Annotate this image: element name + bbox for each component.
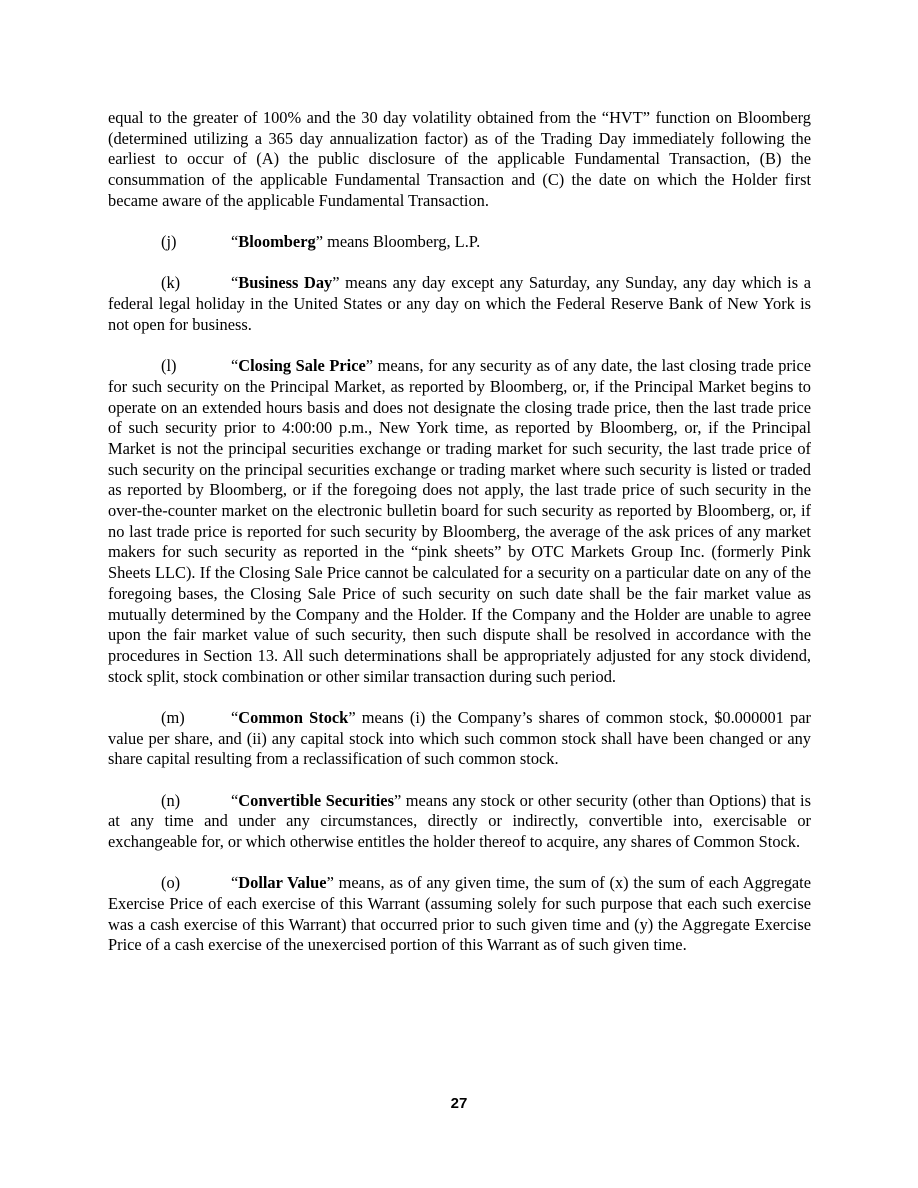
open-quote: “ (231, 707, 239, 727)
defined-term: Dollar Value (238, 873, 327, 893)
defined-term: Bloomberg (238, 232, 316, 252)
definition-text: means (i) the Company’s shares of common stock, $0.000001 par value per share, and (ii) any capital stock into which such common stock shall have been changed or any share capital resulting from a reclassification of such common stock. (108, 707, 811, 769)
definition-text: means any stock or other security (other than Options) that is at any time and under any circumstances, directly or indirectly, convertible into, exercisable or exchangeable for, or which otherwise entitles the holder thereof to acquire, any shares of Common Stock. (108, 790, 811, 852)
definition-common-stock (108, 708, 811, 770)
definition-dollar-value (108, 873, 811, 956)
definition-bloomberg (108, 232, 811, 253)
definition-text: means Bloomberg, L.P. (322, 232, 481, 252)
document-body (108, 108, 811, 977)
definition-marker: (k) (161, 273, 181, 293)
close-quote: ” (393, 790, 402, 810)
close-quote: ” (326, 873, 334, 893)
defined-term: Closing Sale Price (238, 356, 366, 376)
defined-term: Convertible Securities (238, 790, 394, 810)
continuation-paragraph: equal to the greater of 100% and the 30 day volatility obtained from the “HVT” function on Bloomberg (determined utilizing a 365 day annualization factor) as of the Trading Day immediately following the earliest to occur of (A) the public disclosure of the applicable Fundamental Transaction, (B) the consummation of the applicable Fundamental Transaction and (C) the date on which the Holder first became aware of the applicable Fundamental Transaction. (108, 108, 811, 210)
close-quote: ” (332, 273, 340, 293)
defined-term: Common Stock (238, 707, 349, 727)
close-quote: ” (365, 356, 374, 376)
open-quote: “ (231, 790, 239, 810)
open-quote: “ (231, 356, 239, 376)
definition-marker: (o) (161, 873, 181, 893)
definition-convertible-securities (108, 791, 811, 853)
definition-text: means any day except any Saturday, any Sunday, any day which is a federal legal holiday in the United States or any day on which the Federal Reserve Bank of New York is not open for business. (108, 273, 811, 334)
open-quote: “ (231, 273, 239, 293)
definition-closing-sale-price (108, 356, 811, 687)
definition-business-day (108, 273, 811, 335)
definition-marker: (n) (161, 790, 181, 810)
definition-marker: (l) (161, 356, 177, 376)
open-quote: “ (231, 232, 239, 252)
defined-term: Business Day (238, 273, 333, 293)
close-quote: ” (348, 707, 356, 727)
definition-text: means, for any security as of any date, the last closing trade price for such security on the Principal Market, as reported by Bloomberg, or, if the Principal Market begins to operate on an extended hours basis and does not designate the closing trade price, then the last trade price of such security prior to 4:00:00 p.m., New York time, as reported by Bloomberg, or, if the Principal Market is not the principal securities exchange or trading market for such security, the last trade price of such security on the principal securities exchange or trading market where such security is listed or traded as reported by Bloomberg, or if the foregoing does not apply, the last trade price of such security in the over-the-counter market on the electronic bulletin board for such security as reported by Bloomberg, or, if no last trade price is reported for such security by Bloomberg, the average of the ask prices of any market makers for such security as reported in the “pink sheets” by OTC Markets Group Inc. (formerly Pink Sheets LLC). If the Closing Sale Price cannot be calculated for a security on a particular date on any of the foregoing bases, the Closing Sale Price of such security on such date shall be the fair market value as mutually determined by the Company and the Holder. If the Company and the Holder are unable to agree upon the fair market value of such security, then such dispute shall be resolved in accordance with the procedures in Section 13. All such determinations shall be appropriately adjusted for any stock dividend, stock split, stock combination or other similar transaction during such period. (108, 356, 811, 686)
definition-marker: (m) (161, 707, 185, 727)
definition-text: means, as of any given time, the sum of (x) the sum of each Aggregate Exercise Price of each exercise of this Warrant (assuming solely for such purpose that each such exercise was a cash exercise of this Warrant) that occurred prior to such given time and (y) the Aggregate Exercise Price of a cash exercise of the unexercised portion of this Warrant as of such given time. (108, 873, 811, 955)
definition-marker: (j) (161, 232, 177, 252)
open-quote: “ (231, 873, 239, 893)
close-quote: ” (315, 232, 323, 252)
page-number: 27 (450, 1095, 468, 1112)
